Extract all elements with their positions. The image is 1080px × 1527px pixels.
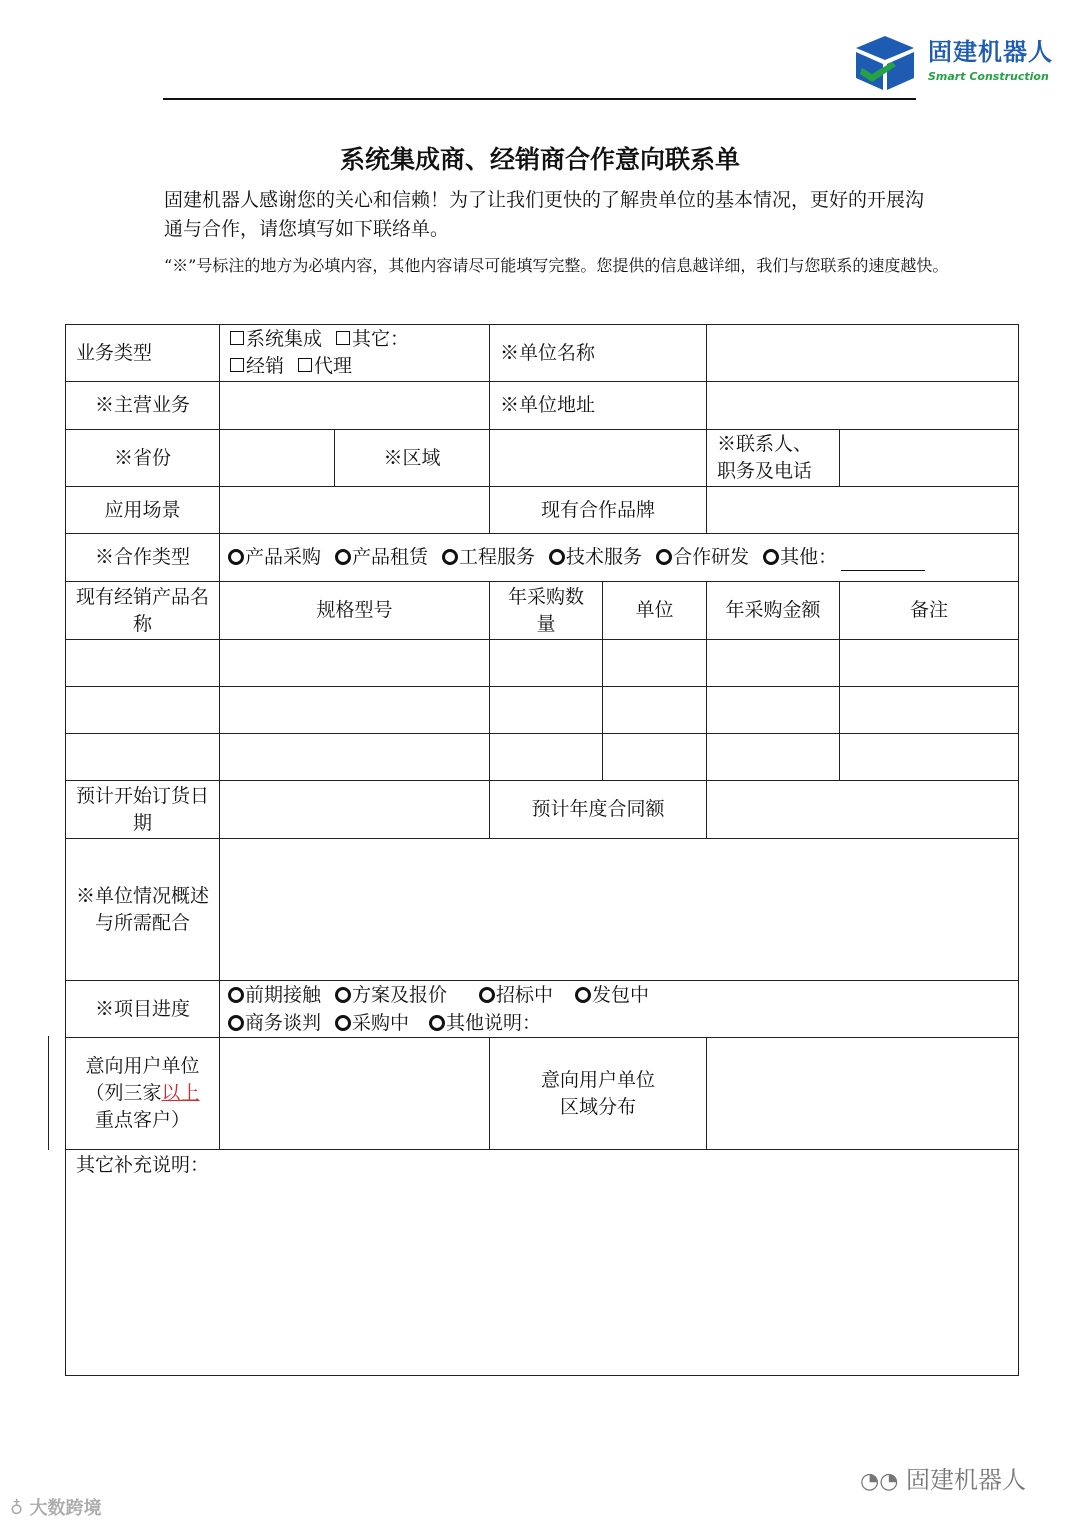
region-label: ※区域 bbox=[335, 430, 490, 487]
radio-icon[interactable] bbox=[656, 549, 672, 565]
row-order-date bbox=[66, 781, 1019, 839]
option-agent[interactable]: 代理 bbox=[298, 355, 352, 377]
target-clients-field[interactable] bbox=[220, 1038, 490, 1150]
option-proposal-quote[interactable]: 方案及报价 bbox=[335, 984, 447, 1006]
option-other-coop[interactable]: 其他： bbox=[763, 546, 837, 568]
cell-model[interactable] bbox=[220, 687, 490, 734]
target-region-field[interactable] bbox=[707, 1038, 1019, 1150]
radio-icon[interactable] bbox=[335, 987, 351, 1003]
radio-icon[interactable] bbox=[228, 987, 244, 1003]
target-clients-label: 意向用户单位 （列三家以上 重点客户） bbox=[66, 1038, 220, 1150]
option-subcontract[interactable]: 发包中 bbox=[575, 984, 649, 1006]
province-field[interactable] bbox=[220, 430, 335, 487]
page-title: 系统集成商、经销商合作意向联系单 bbox=[339, 145, 740, 174]
cell-remarks[interactable] bbox=[840, 734, 1019, 781]
coop-type-label: ※合作类型 bbox=[66, 534, 220, 582]
option-purchasing[interactable]: 采购中 bbox=[335, 1012, 409, 1034]
cell-model[interactable] bbox=[220, 640, 490, 687]
radio-icon[interactable] bbox=[549, 549, 565, 565]
option-initial-contact[interactable]: 前期接触 bbox=[228, 984, 321, 1006]
radio-icon[interactable] bbox=[442, 549, 458, 565]
row-overview bbox=[66, 839, 1019, 981]
cell-qty[interactable] bbox=[490, 640, 603, 687]
progress-options bbox=[220, 981, 1019, 1038]
company-name-field[interactable] bbox=[707, 325, 1019, 382]
header-rule bbox=[163, 98, 916, 100]
scenario-field[interactable] bbox=[220, 487, 490, 534]
cell-amount[interactable] bbox=[707, 640, 840, 687]
watermark-source: ♁ 大数跨境 bbox=[10, 1498, 102, 1519]
option-distribution[interactable]: 经销 bbox=[230, 355, 284, 377]
contract-amount-field[interactable] bbox=[707, 781, 1019, 839]
header-unit: 单位 bbox=[603, 582, 707, 640]
target-region-label: 意向用户单位 区域分布 bbox=[490, 1038, 707, 1150]
overview-field[interactable] bbox=[220, 839, 1019, 981]
option-joint-rd[interactable]: 合作研发 bbox=[656, 546, 749, 568]
business-type-label: 业务类型 bbox=[66, 325, 220, 382]
other-coop-blank[interactable] bbox=[841, 552, 925, 571]
overview-label: ※单位情况概述与所需配合 bbox=[66, 839, 220, 981]
logo-cube-icon bbox=[852, 32, 918, 92]
table-row bbox=[66, 687, 1019, 734]
table-row bbox=[66, 640, 1019, 687]
order-date-label: 预计开始订货日期 bbox=[66, 781, 220, 839]
required-note: “※”号标注的地方为必填内容，其他内容请尽可能填写完整。您提供的信息越详细，我们与您联系的速度越快。 bbox=[164, 256, 949, 275]
radio-icon[interactable] bbox=[575, 987, 591, 1003]
option-other-note[interactable]: 其他说明： bbox=[429, 1012, 541, 1034]
header-annual-amount: 年采购金额 bbox=[707, 582, 840, 640]
existing-brand-label: 现有合作品牌 bbox=[490, 487, 707, 534]
main-business-field[interactable] bbox=[220, 382, 490, 430]
row-progress bbox=[66, 981, 1019, 1038]
region-field[interactable] bbox=[490, 430, 707, 487]
coop-type-options bbox=[220, 534, 1019, 582]
row-scenario bbox=[66, 487, 1019, 534]
option-system-integration[interactable]: 系统集成 bbox=[230, 328, 322, 350]
radio-icon[interactable] bbox=[335, 549, 351, 565]
cell-product[interactable] bbox=[66, 640, 220, 687]
cell-amount[interactable] bbox=[707, 734, 840, 781]
row-business-type bbox=[66, 325, 1019, 382]
scenario-label: 应用场景 bbox=[66, 487, 220, 534]
header-product-name: 现有经销产品名称 bbox=[66, 582, 220, 640]
margin-bar bbox=[48, 1036, 49, 1150]
row-coop-type bbox=[66, 534, 1019, 582]
main-business-label: ※主营业务 bbox=[66, 382, 220, 430]
emphasis-text: 以上 bbox=[161, 1082, 200, 1104]
radio-icon[interactable] bbox=[228, 549, 244, 565]
table-row bbox=[66, 734, 1019, 781]
header-model: 规格型号 bbox=[220, 582, 490, 640]
cell-qty[interactable] bbox=[490, 687, 603, 734]
option-engineering[interactable]: 工程服务 bbox=[442, 546, 535, 568]
cell-amount[interactable] bbox=[707, 687, 840, 734]
radio-icon[interactable] bbox=[429, 1015, 445, 1031]
wechat-icon: ◔◔ bbox=[860, 1469, 899, 1494]
row-main-business bbox=[66, 382, 1019, 430]
company-address-field[interactable] bbox=[707, 382, 1019, 430]
row-remarks bbox=[66, 1150, 1019, 1376]
option-other[interactable]: 其它： bbox=[336, 328, 409, 350]
radio-icon[interactable] bbox=[228, 1015, 244, 1031]
header-remarks: 备注 bbox=[840, 582, 1019, 640]
remarks-field[interactable] bbox=[66, 1150, 1019, 1376]
logo-text-en: Smart Construction bbox=[928, 70, 1049, 83]
option-negotiation[interactable]: 商务谈判 bbox=[228, 1012, 321, 1034]
cell-model[interactable] bbox=[220, 734, 490, 781]
contact-field[interactable] bbox=[840, 430, 1019, 487]
row-province bbox=[66, 430, 1019, 487]
option-bidding[interactable]: 招标中 bbox=[479, 984, 553, 1006]
radio-icon[interactable] bbox=[479, 987, 495, 1003]
cell-qty[interactable] bbox=[490, 734, 603, 781]
checkbox-icon[interactable] bbox=[230, 331, 244, 345]
header-annual-qty: 年采购数量 bbox=[490, 582, 603, 640]
option-purchase[interactable]: 产品采购 bbox=[228, 546, 321, 568]
cell-product[interactable] bbox=[66, 687, 220, 734]
cell-remarks[interactable] bbox=[840, 640, 1019, 687]
radio-icon[interactable] bbox=[763, 549, 779, 565]
logo-text-cn: 固建机器人 bbox=[928, 38, 1053, 66]
cell-unit[interactable] bbox=[603, 687, 707, 734]
remarks-label: 其它补充说明： bbox=[76, 1154, 210, 1176]
row-product-header bbox=[66, 582, 1019, 640]
watermark-wechat: ◔◔ 固建机器人 bbox=[860, 1466, 1027, 1494]
province-label: ※省份 bbox=[66, 430, 220, 487]
radio-icon[interactable] bbox=[335, 1015, 351, 1031]
company-address-label: ※单位地址 bbox=[490, 382, 707, 430]
weibo-icon: ♁ bbox=[10, 1498, 24, 1519]
intro-text: 固建机器人感谢您的关心和信赖！为了让我们更快的了解贵单位的基本情况，更好的开展沟通与合作，请您填写如下联络单。 bbox=[164, 189, 925, 240]
cell-product[interactable] bbox=[66, 734, 220, 781]
checkbox-icon[interactable] bbox=[336, 331, 350, 345]
checkbox-icon[interactable] bbox=[298, 358, 312, 372]
cell-unit[interactable] bbox=[603, 640, 707, 687]
contract-amount-label: 预计年度合同额 bbox=[490, 781, 707, 839]
order-date-field[interactable] bbox=[220, 781, 490, 839]
row-target-clients bbox=[66, 1038, 1019, 1150]
option-tech-service[interactable]: 技术服务 bbox=[549, 546, 642, 568]
business-type-options bbox=[220, 325, 490, 382]
cooperation-form bbox=[65, 324, 1019, 1376]
company-logo bbox=[852, 32, 1062, 94]
cell-unit[interactable] bbox=[603, 734, 707, 781]
option-rental[interactable]: 产品租赁 bbox=[335, 546, 428, 568]
contact-label: ※联系人、职务及电话 bbox=[707, 430, 840, 487]
company-name-label: ※单位名称 bbox=[490, 325, 707, 382]
progress-label: ※项目进度 bbox=[66, 981, 220, 1038]
checkbox-icon[interactable] bbox=[230, 358, 244, 372]
existing-brand-field[interactable] bbox=[707, 487, 1019, 534]
cell-remarks[interactable] bbox=[840, 687, 1019, 734]
